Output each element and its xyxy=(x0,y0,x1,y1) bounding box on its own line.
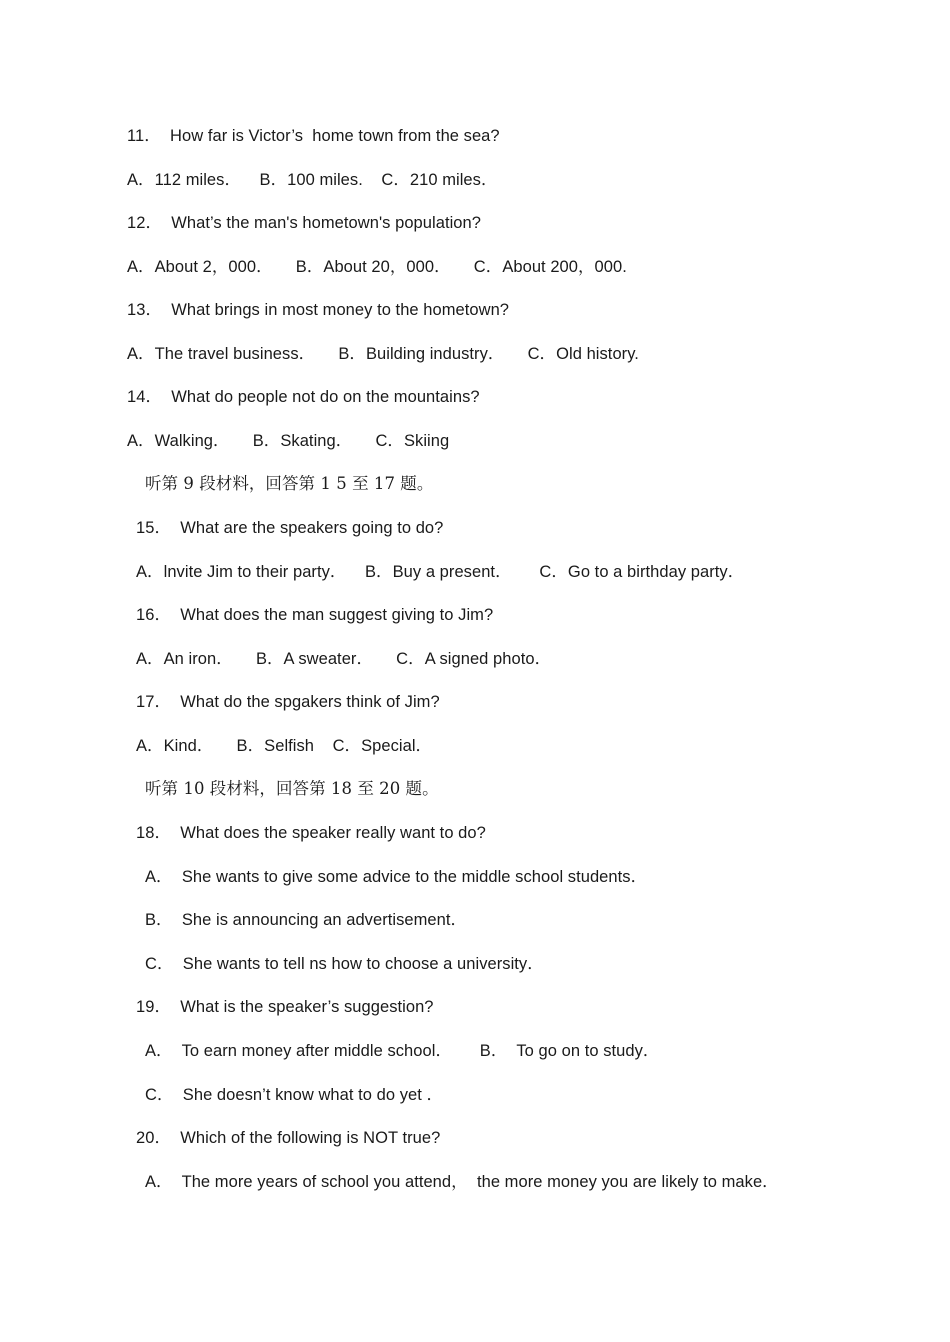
question-19-option-c: C． She doesn’t know what to do yet ． xyxy=(145,1086,444,1104)
question-19-options-ab: A． To earn money after middle school． B． To go on to study． xyxy=(145,1042,660,1060)
section-heading-10: 听第 10 段材料，回答第 18 至 20 题。 xyxy=(145,779,439,798)
question-20: 20． Which of the following is NOT true? xyxy=(136,1129,441,1147)
question-15: 15． What are the speakers going to do? xyxy=(136,519,444,537)
question-18-option-c: C． She wants to tell ns how to choose a university． xyxy=(145,955,544,973)
question-14-options: A．Walking． B．Skating． C．Skiing xyxy=(127,432,450,450)
question-17: 17． What do the spgakers think of Jim? xyxy=(136,693,440,711)
question-18-option-a: A． She wants to give some advice to the middle school students． xyxy=(145,868,648,886)
question-11: 11． How far is Victor’s home town from the sea? xyxy=(127,127,500,145)
question-13: 13． What brings in most money to the hometown? xyxy=(127,301,510,319)
question-12-options: A．About 2，000． B．About 20，000． C．About 200，000. xyxy=(127,258,627,276)
question-11-options: A．112 miles． B．100 miles. C．210 miles． xyxy=(127,171,498,189)
question-12: 12． What’s the man's hometown's population? xyxy=(127,214,481,232)
question-14: 14． What do people not do on the mountains? xyxy=(127,388,480,406)
question-19: 19． What is the speaker’s suggestion? xyxy=(136,998,434,1016)
question-20-option-a: A． The more years of school you attend， the more money you are likely to make． xyxy=(145,1173,779,1191)
section-heading-9: 听第 9 段材料，回答第 1 5 至 17 题。 xyxy=(145,474,434,493)
question-17-options: A．Kind． B．Selfish C．Special． xyxy=(136,737,433,755)
question-16: 16． What does the man suggest giving to Jim? xyxy=(136,606,494,624)
question-13-options: A．The travel business． B．Building industry． C．Old history. xyxy=(127,345,639,363)
question-18-option-b: B． She is announcing an advertisement． xyxy=(145,911,468,929)
question-16-options: A．An iron． B．A sweater． C．A signed photo． xyxy=(136,650,552,668)
question-18: 18． What does the speaker really want to do? xyxy=(136,824,486,842)
question-15-options: A．lnvite Jim to their party． B．Buy a present． C．Go to a birthday party． xyxy=(136,563,745,581)
